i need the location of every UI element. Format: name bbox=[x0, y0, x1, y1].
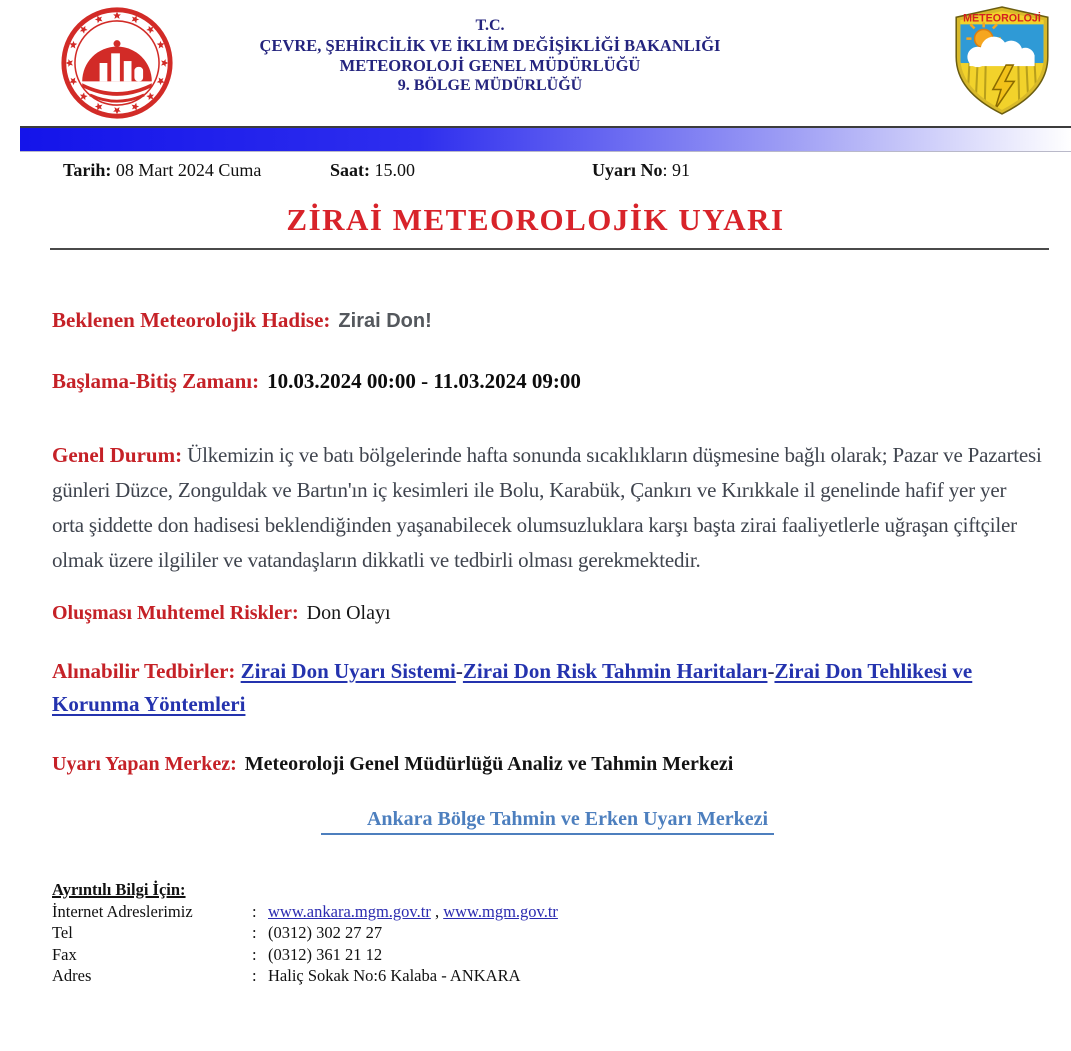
link-ankara-bolge-tahmin-merkezi[interactable]: Ankara Bölge Tahmin ve Erken Uyarı Merkezi bbox=[321, 808, 774, 835]
colon: : bbox=[252, 944, 257, 964]
colon: : bbox=[252, 901, 257, 921]
header-divider bbox=[20, 126, 1071, 152]
colon: : bbox=[252, 923, 257, 942]
date-label: Tarih: bbox=[63, 160, 112, 180]
start-end-time-label: Başlama-Bitiş Zamanı: bbox=[52, 369, 260, 393]
header-line-directorate: METEOROLOJİ GENEL MÜDÜRLÜĞÜ bbox=[339, 56, 641, 75]
header-line-tc: T.C. bbox=[475, 17, 505, 34]
ankara-center-row bbox=[52, 808, 1043, 835]
link-zirai-don-uyari-sistemi[interactable]: Zirai Don Uyarı Sistemi bbox=[240, 659, 456, 683]
general-situation-paragraph bbox=[52, 438, 1043, 578]
time-label: Saat: bbox=[330, 160, 370, 180]
meta-row bbox=[0, 158, 1071, 192]
general-situation-text: Ülkemizin iç ve batı bölgelerinde hafta sonunda sıcaklıkların düşmesine bağlı olarak; Pazar ve Pazartesi günleri Düzce, Zonguldak ve Bartın'ın iç kesimleri ile Bolu, Karabük, Çankırı ve Kırıkkale il genelinde hafif yer yer orta şiddette don hadisesi beklendiğinden yaşanabilecek olumsuzluklara karşı başta zirai faaliyetlerle uğraşan çiftçiler olmak üzere ilgililer ve vatandaşların dikkatli ve tedbirli olması gerekmektedir. bbox=[52, 443, 1042, 572]
measures-label: Alınabilir Tedbirler: bbox=[52, 659, 236, 683]
internet-links bbox=[268, 901, 558, 923]
expected-event-label: Beklenen Meteorolojik Hadise: bbox=[52, 308, 331, 332]
adres-value: Haliç Sokak No:6 Kalaba - ANKARA bbox=[268, 966, 521, 985]
ministry-emblem-icon bbox=[58, 5, 176, 121]
time-field bbox=[330, 160, 415, 181]
document-header bbox=[0, 0, 1071, 126]
header-line-ministry: ÇEVRE, ŞEHİRCİLİK VE İKLİM DEĞİŞİKLİĞİ BAKANLIĞI bbox=[259, 36, 721, 55]
fax-value: (0312) 361 21 12 bbox=[268, 944, 383, 964]
warning-number-field bbox=[592, 160, 690, 181]
colon: : bbox=[252, 966, 257, 985]
general-situation-label: Genel Durum: bbox=[52, 443, 183, 467]
link-zirai-don-tehlikesi-korunma[interactable]: Zirai Don Tehlikesi ve Korunma Yöntemleri bbox=[52, 659, 973, 716]
footer-row-fax bbox=[52, 944, 1071, 966]
link-ankara-mgm[interactable]: www.ankara.mgm.gov.tr bbox=[268, 901, 431, 921]
meteoroloji-shield-icon bbox=[949, 4, 1055, 118]
link-separator: - bbox=[767, 659, 775, 683]
title-rule bbox=[50, 248, 1049, 250]
ministry-logo bbox=[58, 5, 176, 121]
footer-heading: Ayrıntılı Bilgi İçin: bbox=[52, 880, 186, 899]
possible-risks-row bbox=[52, 602, 1043, 625]
start-end-time-value: 10.03.2024 00:00 - 11.03.2024 09:00 bbox=[267, 369, 581, 393]
start-end-time-row bbox=[52, 369, 1043, 394]
expected-event-row bbox=[52, 308, 1043, 333]
tel-value: (0312) 302 27 27 bbox=[268, 923, 383, 942]
link-separator: - bbox=[455, 659, 463, 683]
date-field bbox=[63, 160, 261, 181]
meteoroloji-logo-text: METEOROLOJİ bbox=[963, 12, 1041, 25]
time-value: 15.00 bbox=[370, 160, 415, 180]
warning-number-value: : 91 bbox=[662, 160, 691, 180]
header-title-block bbox=[160, 16, 820, 96]
warning-number-label: Uyarı No bbox=[592, 160, 663, 180]
issuing-center-value: Meteoroloji Genel Müdürlüğü Analiz ve Tahmin Merkezi bbox=[244, 753, 734, 775]
footer-row-tel bbox=[52, 922, 1071, 944]
possible-risks-label: Oluşması Muhtemel Riskler: bbox=[52, 602, 299, 624]
date-value: 08 Mart 2024 Cuma bbox=[111, 160, 262, 180]
internet-label: İnternet Adreslerimiz bbox=[52, 901, 193, 921]
header-line-region: 9. BÖLGE MÜDÜRLÜĞÜ bbox=[397, 77, 583, 94]
tel-label: Tel bbox=[52, 923, 73, 942]
link-comma: , bbox=[430, 901, 444, 921]
measures-row bbox=[52, 655, 1043, 721]
warning-body bbox=[0, 308, 1071, 835]
fax-label: Fax bbox=[52, 944, 77, 964]
contact-footer bbox=[0, 879, 1071, 987]
footer-row-adres bbox=[52, 965, 1071, 987]
issuing-center-label: Uyarı Yapan Merkez: bbox=[52, 753, 237, 775]
possible-risks-value: Don Olayı bbox=[306, 602, 391, 624]
blue-gradient-bar bbox=[20, 126, 1071, 152]
link-zirai-don-risk-tahmin-haritalari[interactable]: Zirai Don Risk Tahmin Haritaları bbox=[462, 659, 768, 683]
link-mgm[interactable]: www.mgm.gov.tr bbox=[443, 901, 558, 921]
expected-event-value: Zirai Don! bbox=[338, 310, 432, 332]
page-title: ZİRAİ METEOROLOJİK UYARI bbox=[286, 202, 785, 237]
meteoroloji-logo bbox=[949, 4, 1055, 118]
issuing-center-row bbox=[52, 753, 1043, 776]
adres-label: Adres bbox=[52, 966, 92, 985]
footer-row-internet bbox=[52, 901, 1071, 923]
